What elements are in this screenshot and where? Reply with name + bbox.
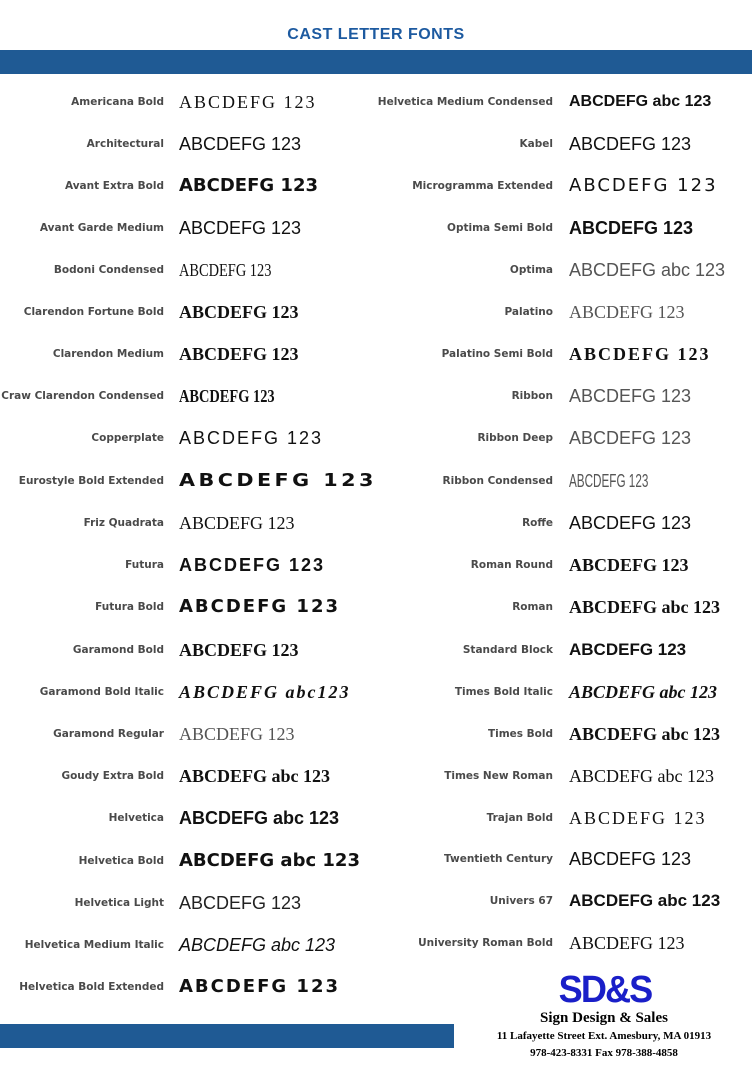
- font-row: [0, 967, 372, 1007]
- font-name: Times Bold: [487, 728, 553, 740]
- font-sample: ABCDEFG 123: [179, 596, 341, 617]
- font-name: Americana Bold: [71, 96, 164, 108]
- font-row: [376, 672, 752, 712]
- font-sample: ABCDEFG abc 123: [569, 682, 718, 702]
- font-row: [0, 250, 372, 290]
- font-row: [376, 124, 752, 164]
- font-sample: ABCDEFG 123: [569, 513, 692, 533]
- font-name: Garamond Bold Italic: [39, 686, 164, 698]
- font-name: Microgramma Extended: [412, 180, 553, 192]
- company-logo: SD&S: [558, 969, 652, 1011]
- font-name: Palatino: [504, 306, 553, 318]
- font-row: [376, 82, 752, 122]
- font-row: [376, 881, 752, 921]
- font-sample: ABCDEFG 123: [569, 849, 692, 869]
- font-name: Bodoni Condensed: [53, 264, 164, 276]
- font-row: [376, 630, 752, 670]
- font-row: [0, 841, 372, 881]
- font-name: Helvetica Medium Italic: [24, 939, 164, 951]
- font-name: Futura: [125, 559, 164, 571]
- font-row: [376, 714, 752, 754]
- header-band: [0, 50, 752, 74]
- font-name: Architectural: [86, 138, 164, 150]
- font-sample: ABCDEFG abc 123: [569, 891, 721, 910]
- font-row: [0, 166, 372, 206]
- font-name: Roman Round: [470, 559, 553, 571]
- font-name: Clarendon Medium: [52, 348, 164, 360]
- footer-band: [0, 1024, 454, 1048]
- font-sample: ABCDEFG 123: [569, 386, 692, 406]
- font-row: [376, 250, 752, 290]
- page-title: CAST LETTER FONTS: [287, 26, 465, 43]
- font-sample: ABCDEFG abc 123: [569, 597, 721, 617]
- font-sample: ABCDEFG 123: [569, 344, 711, 364]
- font-row: [0, 334, 372, 374]
- font-sample: ABCDEFG 123: [179, 470, 377, 491]
- font-name: Helvetica Bold Extended: [19, 981, 164, 993]
- font-row: [0, 208, 372, 248]
- font-row: [376, 461, 752, 501]
- font-name: Twentieth Century: [443, 853, 553, 865]
- font-sample: ABCDEFG 123: [179, 976, 341, 997]
- font-row: [0, 418, 372, 458]
- font-sample: ABCDEFG abc 123: [179, 766, 331, 786]
- font-name: Futura Bold: [95, 601, 164, 613]
- font-sample: ABCDEFG 123: [569, 428, 692, 448]
- font-name: Trajan Bold: [486, 812, 553, 824]
- font-sample: ABCDEFG 123: [569, 933, 685, 953]
- font-name: Optima Semi Bold: [447, 222, 553, 234]
- font-row: [0, 630, 372, 670]
- font-sample: ABCDEFG 123: [179, 175, 319, 196]
- font-name: Clarendon Fortune Bold: [23, 306, 164, 318]
- font-name: Standard Block: [462, 644, 553, 656]
- font-sample: ABCDEFG 123: [569, 808, 707, 828]
- font-sample: ABCDEFG abc 123: [569, 260, 726, 280]
- font-sample: ABCDEFG abc 123: [569, 93, 712, 110]
- font-name: Craw Clarendon Condensed: [1, 390, 164, 402]
- font-row: [0, 883, 372, 923]
- font-row: [376, 166, 752, 206]
- font-sample: ABCDEFG 123: [569, 555, 689, 575]
- font-row: [0, 672, 372, 712]
- font-name: Garamond Regular: [53, 728, 164, 740]
- font-sample: ABCDEFG 123: [179, 724, 295, 744]
- font-name: Helvetica Light: [74, 897, 164, 909]
- font-row: [376, 545, 752, 585]
- font-sample: ABCDEFG 123: [179, 260, 272, 280]
- font-row: [0, 756, 372, 796]
- font-sample: ABCDEFG 123: [179, 428, 324, 448]
- font-sample: ABCDEFG 123: [179, 344, 299, 364]
- font-row: [376, 376, 752, 416]
- font-sample: ABCDEFG 123: [179, 893, 302, 913]
- font-row: [376, 503, 752, 543]
- font-row: [376, 334, 752, 374]
- font-name: Univers 67: [489, 895, 553, 907]
- font-sample: ABCDEFG abc 123: [569, 724, 721, 744]
- font-sample: ABCDEFG abc 123: [179, 850, 360, 871]
- font-row: [376, 923, 752, 963]
- font-name: Friz Quadrata: [83, 517, 164, 529]
- font-sample: ABCDEFG 123: [569, 302, 685, 322]
- font-name: Avant Extra Bold: [64, 180, 164, 192]
- font-row: [376, 839, 752, 879]
- font-name: Optima: [509, 264, 553, 276]
- font-row: [376, 587, 752, 627]
- font-row: [376, 756, 752, 796]
- font-row: [0, 292, 372, 332]
- font-sample: ABCDEFG 123: [569, 134, 692, 154]
- font-sample: ABCDEFG 123: [569, 218, 694, 238]
- company-block: [456, 970, 752, 1075]
- font-name: Avant Garde Medium: [39, 222, 164, 234]
- company-address: 11 Lafayette Street Ext. Amesbury, MA 01913: [496, 1030, 712, 1042]
- font-name: Roffe: [522, 517, 553, 529]
- font-sample: ABCDEFG abc 123: [179, 935, 336, 955]
- font-name: Helvetica Medium Condensed: [377, 96, 553, 108]
- font-sample: ABCDEFG 123: [179, 92, 317, 112]
- font-row: [0, 503, 372, 543]
- font-sample: ABCDEFG abc 123: [179, 808, 340, 828]
- font-row: [0, 798, 372, 838]
- font-name: Eurostyle Bold Extended: [18, 475, 164, 487]
- font-sample: ABCDEFG 123: [179, 640, 299, 660]
- font-name: University Roman Bold: [418, 937, 553, 949]
- font-row: [376, 418, 752, 458]
- font-sample: ABCDEFG 123: [569, 640, 687, 659]
- font-sample: ABCDEFG 123: [179, 134, 302, 154]
- font-row: [0, 925, 372, 965]
- font-sample: ABCDEFG abc123: [179, 682, 351, 702]
- font-name: Roman: [512, 601, 553, 613]
- font-sample: ABCDEFG 123: [179, 513, 295, 533]
- font-name: Goudy Extra Bold: [61, 770, 164, 782]
- font-sample: ABCDEFG abc 123: [569, 766, 714, 786]
- font-name: Copperplate: [91, 432, 164, 444]
- font-row: [0, 587, 372, 627]
- font-sample: ABCDEFG 123: [179, 302, 299, 322]
- font-name: Ribbon Condensed: [442, 475, 553, 487]
- font-name: Ribbon: [511, 390, 553, 402]
- font-name: Palatino Semi Bold: [441, 348, 553, 360]
- company-name: Sign Design & Sales: [540, 1010, 668, 1026]
- font-row: [0, 461, 377, 501]
- company-phones: 978-423-8331 Fax 978-388-4858: [530, 1047, 678, 1059]
- font-name: Kabel: [519, 138, 553, 150]
- font-sample: ABCDEFG 123: [179, 218, 302, 238]
- font-row: [0, 376, 372, 416]
- font-row: [376, 798, 752, 838]
- font-sample: ABCDEFG 123: [569, 175, 718, 196]
- font-name: Ribbon Deep: [477, 432, 553, 444]
- font-row: [0, 714, 372, 754]
- font-name: Times New Roman: [444, 770, 553, 782]
- font-row: [376, 292, 752, 332]
- font-name: Helvetica Bold: [78, 855, 164, 867]
- font-row: [0, 124, 372, 164]
- font-sample: ABCDEFG 123: [179, 555, 326, 575]
- font-row: [0, 545, 372, 585]
- font-row: [376, 208, 752, 248]
- font-sample: ABCDEFG 123: [569, 471, 649, 491]
- font-sample: ABCDEFG 123: [179, 386, 275, 406]
- font-row: [0, 82, 372, 122]
- font-name: Garamond Bold: [72, 644, 164, 656]
- font-name: Helvetica: [108, 812, 164, 824]
- font-name: Times Bold Italic: [454, 686, 553, 698]
